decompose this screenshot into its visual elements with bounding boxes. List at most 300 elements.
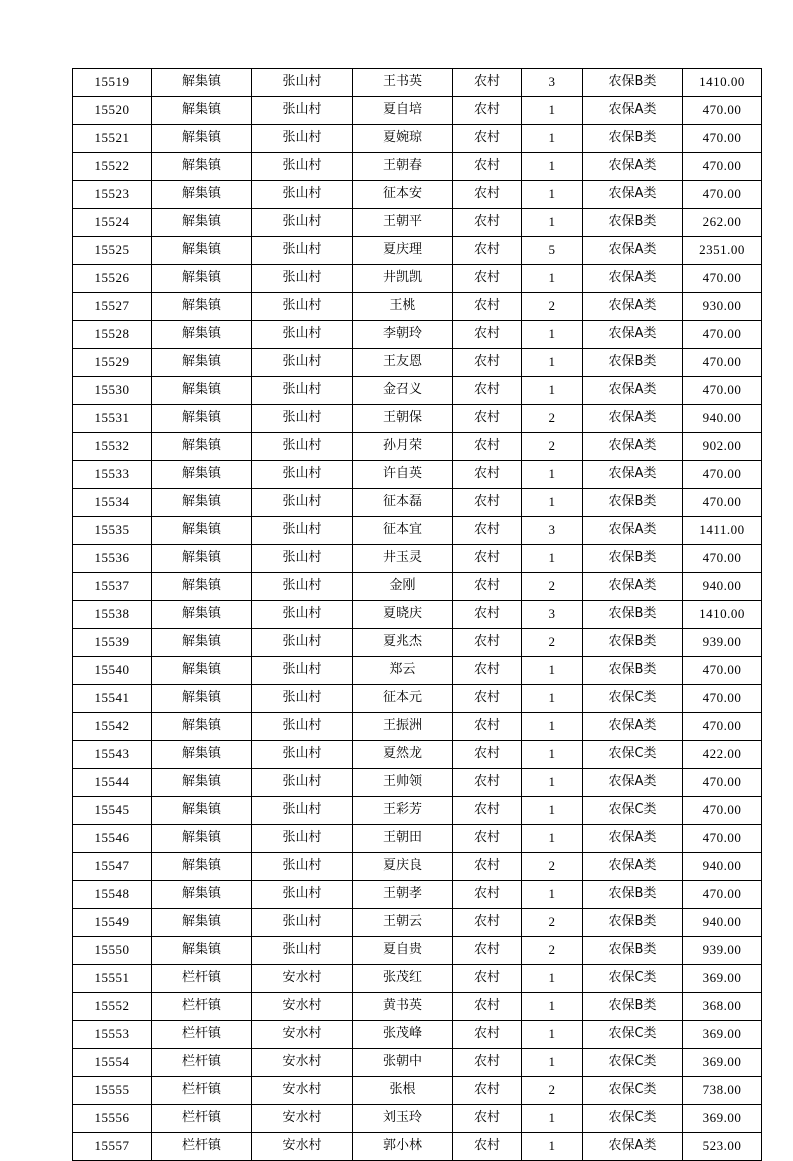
cell-category: 农保A类: [583, 181, 683, 209]
table-row: [73, 1077, 762, 1105]
table-row: [73, 321, 762, 349]
cell-category: 农保A类: [583, 321, 683, 349]
table-row: [73, 349, 762, 377]
cell-count: 1: [522, 125, 583, 153]
table-row: [73, 713, 762, 741]
cell-name: 王朝平: [353, 209, 453, 237]
cell-type: 农村: [453, 853, 522, 881]
cell-id: 15553: [73, 1021, 152, 1049]
cell-category: 农保A类: [583, 153, 683, 181]
cell-type: 农村: [453, 209, 522, 237]
cell-category: 农保B类: [583, 69, 683, 97]
cell-name: 王书英: [353, 69, 453, 97]
cell-name: 王桃: [353, 293, 453, 321]
cell-amount: 470.00: [683, 825, 762, 853]
cell-type: 农村: [453, 601, 522, 629]
cell-id: 15532: [73, 433, 152, 461]
cell-village: 张山村: [252, 69, 353, 97]
table-row: [73, 1133, 762, 1161]
cell-name: 征本磊: [353, 489, 453, 517]
table-row: [73, 153, 762, 181]
cell-category: 农保B类: [583, 125, 683, 153]
cell-count: 1: [522, 209, 583, 237]
cell-amount: 930.00: [683, 293, 762, 321]
cell-village: 安水村: [252, 1021, 353, 1049]
cell-type: 农村: [453, 349, 522, 377]
cell-name: 刘玉玲: [353, 1105, 453, 1133]
cell-village: 张山村: [252, 209, 353, 237]
cell-amount: 470.00: [683, 97, 762, 125]
cell-town: 解集镇: [152, 321, 252, 349]
table-row: [73, 629, 762, 657]
cell-amount: 369.00: [683, 1049, 762, 1077]
cell-name: 王朝云: [353, 909, 453, 937]
cell-id: 15535: [73, 517, 152, 545]
cell-id: 15536: [73, 545, 152, 573]
cell-name: 张茂峰: [353, 1021, 453, 1049]
cell-village: 安水村: [252, 965, 353, 993]
cell-category: 农保A类: [583, 853, 683, 881]
cell-type: 农村: [453, 993, 522, 1021]
cell-name: 井玉灵: [353, 545, 453, 573]
cell-village: 张山村: [252, 937, 353, 965]
cell-name: 征本元: [353, 685, 453, 713]
cell-village: 张山村: [252, 153, 353, 181]
cell-village: 张山村: [252, 181, 353, 209]
cell-count: 2: [522, 433, 583, 461]
cell-amount: 470.00: [683, 657, 762, 685]
cell-amount: 523.00: [683, 1133, 762, 1161]
cell-village: 张山村: [252, 797, 353, 825]
cell-type: 农村: [453, 741, 522, 769]
cell-count: 1: [522, 545, 583, 573]
cell-town: 解集镇: [152, 825, 252, 853]
cell-village: 张山村: [252, 517, 353, 545]
cell-name: 井凯凯: [353, 265, 453, 293]
table-row: [73, 265, 762, 293]
cell-name: 征本宜: [353, 517, 453, 545]
table-row: [73, 1049, 762, 1077]
cell-town: 解集镇: [152, 461, 252, 489]
cell-amount: 470.00: [683, 181, 762, 209]
cell-category: 农保A类: [583, 825, 683, 853]
cell-id: 15554: [73, 1049, 152, 1077]
cell-count: 5: [522, 237, 583, 265]
cell-town: 解集镇: [152, 433, 252, 461]
cell-name: 夏庆良: [353, 853, 453, 881]
cell-town: 解集镇: [152, 853, 252, 881]
cell-count: 2: [522, 853, 583, 881]
cell-name: 夏然龙: [353, 741, 453, 769]
cell-id: 15537: [73, 573, 152, 601]
cell-type: 农村: [453, 1021, 522, 1049]
table-row: [73, 209, 762, 237]
cell-id: 15523: [73, 181, 152, 209]
table-row: [73, 97, 762, 125]
cell-name: 王朝春: [353, 153, 453, 181]
cell-town: 解集镇: [152, 601, 252, 629]
cell-id: 15542: [73, 713, 152, 741]
cell-category: 农保B类: [583, 209, 683, 237]
cell-amount: 1410.00: [683, 69, 762, 97]
cell-amount: 470.00: [683, 377, 762, 405]
cell-count: 1: [522, 377, 583, 405]
table-row: [73, 909, 762, 937]
cell-category: 农保B类: [583, 993, 683, 1021]
cell-type: 农村: [453, 153, 522, 181]
cell-type: 农村: [453, 321, 522, 349]
cell-town: 解集镇: [152, 713, 252, 741]
cell-category: 农保B类: [583, 349, 683, 377]
cell-village: 张山村: [252, 909, 353, 937]
cell-count: 1: [522, 1021, 583, 1049]
cell-category: 农保C类: [583, 685, 683, 713]
cell-category: 农保C类: [583, 1077, 683, 1105]
cell-type: 农村: [453, 69, 522, 97]
cell-type: 农村: [453, 181, 522, 209]
table-row: [73, 377, 762, 405]
cell-amount: 470.00: [683, 153, 762, 181]
cell-amount: 940.00: [683, 909, 762, 937]
cell-name: 张茂红: [353, 965, 453, 993]
table-row: [73, 685, 762, 713]
cell-id: 15521: [73, 125, 152, 153]
cell-category: 农保A类: [583, 433, 683, 461]
cell-village: 安水村: [252, 1049, 353, 1077]
cell-village: 安水村: [252, 993, 353, 1021]
cell-id: 15528: [73, 321, 152, 349]
cell-town: 解集镇: [152, 769, 252, 797]
cell-id: 15557: [73, 1133, 152, 1161]
cell-name: 王朝孝: [353, 881, 453, 909]
cell-id: 15555: [73, 1077, 152, 1105]
cell-type: 农村: [453, 629, 522, 657]
table-row: [73, 433, 762, 461]
cell-category: 农保B类: [583, 881, 683, 909]
cell-id: 15529: [73, 349, 152, 377]
cell-category: 农保A类: [583, 377, 683, 405]
cell-count: 1: [522, 153, 583, 181]
cell-type: 农村: [453, 657, 522, 685]
cell-town: 解集镇: [152, 209, 252, 237]
cell-type: 农村: [453, 1077, 522, 1105]
cell-village: 张山村: [252, 293, 353, 321]
table-row: [73, 657, 762, 685]
cell-amount: 470.00: [683, 713, 762, 741]
cell-category: 农保C类: [583, 797, 683, 825]
cell-count: 1: [522, 769, 583, 797]
cell-name: 夏晓庆: [353, 601, 453, 629]
cell-category: 农保A类: [583, 573, 683, 601]
cell-name: 王帅领: [353, 769, 453, 797]
cell-count: 1: [522, 993, 583, 1021]
cell-name: 王彩芳: [353, 797, 453, 825]
cell-count: 2: [522, 405, 583, 433]
cell-town: 栏杆镇: [152, 1077, 252, 1105]
cell-town: 解集镇: [152, 629, 252, 657]
cell-amount: 940.00: [683, 405, 762, 433]
cell-type: 农村: [453, 517, 522, 545]
cell-count: 1: [522, 657, 583, 685]
cell-category: 农保A类: [583, 1133, 683, 1161]
cell-id: 15550: [73, 937, 152, 965]
table-row: [73, 741, 762, 769]
cell-type: 农村: [453, 713, 522, 741]
cell-category: 农保B类: [583, 657, 683, 685]
cell-name: 夏自培: [353, 97, 453, 125]
cell-village: 张山村: [252, 573, 353, 601]
cell-type: 农村: [453, 265, 522, 293]
cell-amount: 470.00: [683, 797, 762, 825]
cell-name: 李朝玲: [353, 321, 453, 349]
cell-id: 15520: [73, 97, 152, 125]
cell-village: 张山村: [252, 881, 353, 909]
cell-amount: 1410.00: [683, 601, 762, 629]
cell-amount: 470.00: [683, 461, 762, 489]
cell-count: 3: [522, 601, 583, 629]
cell-village: 张山村: [252, 461, 353, 489]
cell-amount: 470.00: [683, 545, 762, 573]
cell-type: 农村: [453, 965, 522, 993]
table-row: [73, 237, 762, 265]
cell-count: 1: [522, 741, 583, 769]
cell-town: 解集镇: [152, 797, 252, 825]
cell-name: 黄书英: [353, 993, 453, 1021]
cell-town: 解集镇: [152, 517, 252, 545]
cell-count: 1: [522, 97, 583, 125]
table-row: [73, 293, 762, 321]
cell-amount: 368.00: [683, 993, 762, 1021]
cell-town: 解集镇: [152, 377, 252, 405]
cell-amount: 470.00: [683, 265, 762, 293]
cell-type: 农村: [453, 97, 522, 125]
cell-id: 15556: [73, 1105, 152, 1133]
cell-type: 农村: [453, 797, 522, 825]
cell-id: 15531: [73, 405, 152, 433]
cell-town: 解集镇: [152, 125, 252, 153]
table-row: [73, 125, 762, 153]
cell-name: 夏自贵: [353, 937, 453, 965]
cell-name: 王朝田: [353, 825, 453, 853]
cell-category: 农保C类: [583, 741, 683, 769]
table-row: [73, 181, 762, 209]
cell-count: 2: [522, 909, 583, 937]
cell-id: 15546: [73, 825, 152, 853]
cell-village: 张山村: [252, 433, 353, 461]
cell-category: 农保B类: [583, 909, 683, 937]
cell-category: 农保A类: [583, 461, 683, 489]
cell-type: 农村: [453, 405, 522, 433]
cell-name: 张根: [353, 1077, 453, 1105]
cell-name: 孙月荣: [353, 433, 453, 461]
cell-category: 农保A类: [583, 713, 683, 741]
cell-village: 张山村: [252, 97, 353, 125]
cell-category: 农保A类: [583, 265, 683, 293]
table-row: [73, 1021, 762, 1049]
table-row: [73, 405, 762, 433]
cell-amount: 2351.00: [683, 237, 762, 265]
cell-count: 1: [522, 265, 583, 293]
cell-type: 农村: [453, 489, 522, 517]
cell-id: 15519: [73, 69, 152, 97]
cell-category: 农保B类: [583, 489, 683, 517]
cell-category: 农保A类: [583, 769, 683, 797]
table-row: [73, 545, 762, 573]
cell-type: 农村: [453, 909, 522, 937]
cell-town: 解集镇: [152, 657, 252, 685]
cell-amount: 369.00: [683, 1105, 762, 1133]
beneficiary-table: [72, 68, 762, 1161]
cell-id: 15527: [73, 293, 152, 321]
cell-count: 2: [522, 293, 583, 321]
table-row: [73, 769, 762, 797]
cell-village: 张山村: [252, 489, 353, 517]
cell-village: 张山村: [252, 769, 353, 797]
cell-village: 张山村: [252, 265, 353, 293]
cell-name: 夏庆理: [353, 237, 453, 265]
cell-name: 郭小林: [353, 1133, 453, 1161]
cell-type: 农村: [453, 293, 522, 321]
cell-id: 15552: [73, 993, 152, 1021]
table-row: [73, 1105, 762, 1133]
cell-town: 栏杆镇: [152, 1105, 252, 1133]
cell-amount: 470.00: [683, 881, 762, 909]
cell-town: 解集镇: [152, 741, 252, 769]
cell-name: 征本安: [353, 181, 453, 209]
cell-type: 农村: [453, 881, 522, 909]
cell-category: 农保A类: [583, 237, 683, 265]
cell-town: 解集镇: [152, 69, 252, 97]
cell-amount: 262.00: [683, 209, 762, 237]
cell-village: 张山村: [252, 321, 353, 349]
cell-town: 栏杆镇: [152, 1049, 252, 1077]
cell-town: 解集镇: [152, 293, 252, 321]
table-row: [73, 461, 762, 489]
cell-amount: 470.00: [683, 685, 762, 713]
cell-town: 解集镇: [152, 405, 252, 433]
cell-category: 农保C类: [583, 1021, 683, 1049]
cell-amount: 1411.00: [683, 517, 762, 545]
cell-id: 15540: [73, 657, 152, 685]
cell-village: 安水村: [252, 1077, 353, 1105]
cell-village: 张山村: [252, 125, 353, 153]
cell-category: 农保B类: [583, 937, 683, 965]
cell-count: 1: [522, 1105, 583, 1133]
cell-town: 解集镇: [152, 937, 252, 965]
cell-id: 15538: [73, 601, 152, 629]
cell-count: 2: [522, 573, 583, 601]
cell-amount: 939.00: [683, 937, 762, 965]
cell-count: 1: [522, 825, 583, 853]
cell-count: 3: [522, 69, 583, 97]
cell-id: 15534: [73, 489, 152, 517]
cell-type: 农村: [453, 937, 522, 965]
table-row: [73, 937, 762, 965]
table-row: [73, 69, 762, 97]
table-body: [73, 69, 762, 1161]
cell-town: 栏杆镇: [152, 1021, 252, 1049]
cell-count: 1: [522, 349, 583, 377]
cell-village: 安水村: [252, 1133, 353, 1161]
cell-village: 张山村: [252, 349, 353, 377]
cell-category: 农保C类: [583, 965, 683, 993]
cell-count: 1: [522, 1049, 583, 1077]
cell-name: 张朝中: [353, 1049, 453, 1077]
cell-category: 农保A类: [583, 293, 683, 321]
cell-village: 张山村: [252, 405, 353, 433]
cell-amount: 422.00: [683, 741, 762, 769]
cell-id: 15530: [73, 377, 152, 405]
cell-village: 张山村: [252, 377, 353, 405]
cell-count: 1: [522, 685, 583, 713]
cell-name: 王振洲: [353, 713, 453, 741]
cell-name: 王朝保: [353, 405, 453, 433]
cell-town: 解集镇: [152, 573, 252, 601]
cell-town: 解集镇: [152, 685, 252, 713]
table-row: [73, 993, 762, 1021]
cell-name: 金召义: [353, 377, 453, 405]
cell-amount: 470.00: [683, 125, 762, 153]
cell-amount: 470.00: [683, 489, 762, 517]
cell-town: 解集镇: [152, 349, 252, 377]
cell-town: 解集镇: [152, 881, 252, 909]
cell-id: 15541: [73, 685, 152, 713]
cell-type: 农村: [453, 461, 522, 489]
cell-name: 王友恩: [353, 349, 453, 377]
cell-village: 张山村: [252, 629, 353, 657]
cell-town: 解集镇: [152, 153, 252, 181]
cell-category: 农保A类: [583, 97, 683, 125]
cell-village: 张山村: [252, 853, 353, 881]
cell-type: 农村: [453, 125, 522, 153]
cell-type: 农村: [453, 769, 522, 797]
cell-count: 2: [522, 629, 583, 657]
cell-count: 1: [522, 713, 583, 741]
cell-type: 农村: [453, 1105, 522, 1133]
cell-id: 15539: [73, 629, 152, 657]
cell-type: 农村: [453, 1133, 522, 1161]
cell-id: 15522: [73, 153, 152, 181]
cell-village: 张山村: [252, 741, 353, 769]
cell-amount: 939.00: [683, 629, 762, 657]
cell-count: 1: [522, 881, 583, 909]
cell-village: 安水村: [252, 1105, 353, 1133]
cell-count: 3: [522, 517, 583, 545]
cell-id: 15524: [73, 209, 152, 237]
cell-category: 农保A类: [583, 405, 683, 433]
cell-town: 解集镇: [152, 909, 252, 937]
cell-village: 张山村: [252, 713, 353, 741]
cell-category: 农保C类: [583, 1105, 683, 1133]
cell-category: 农保C类: [583, 1049, 683, 1077]
cell-name: 郑云: [353, 657, 453, 685]
table-row: [73, 881, 762, 909]
cell-id: 15549: [73, 909, 152, 937]
cell-village: 张山村: [252, 237, 353, 265]
table-row: [73, 601, 762, 629]
cell-type: 农村: [453, 1049, 522, 1077]
cell-count: 1: [522, 797, 583, 825]
cell-town: 栏杆镇: [152, 993, 252, 1021]
cell-id: 15543: [73, 741, 152, 769]
cell-id: 15525: [73, 237, 152, 265]
table-row: [73, 797, 762, 825]
cell-type: 农村: [453, 685, 522, 713]
cell-amount: 369.00: [683, 965, 762, 993]
cell-village: 张山村: [252, 545, 353, 573]
table-row: [73, 825, 762, 853]
cell-type: 农村: [453, 825, 522, 853]
